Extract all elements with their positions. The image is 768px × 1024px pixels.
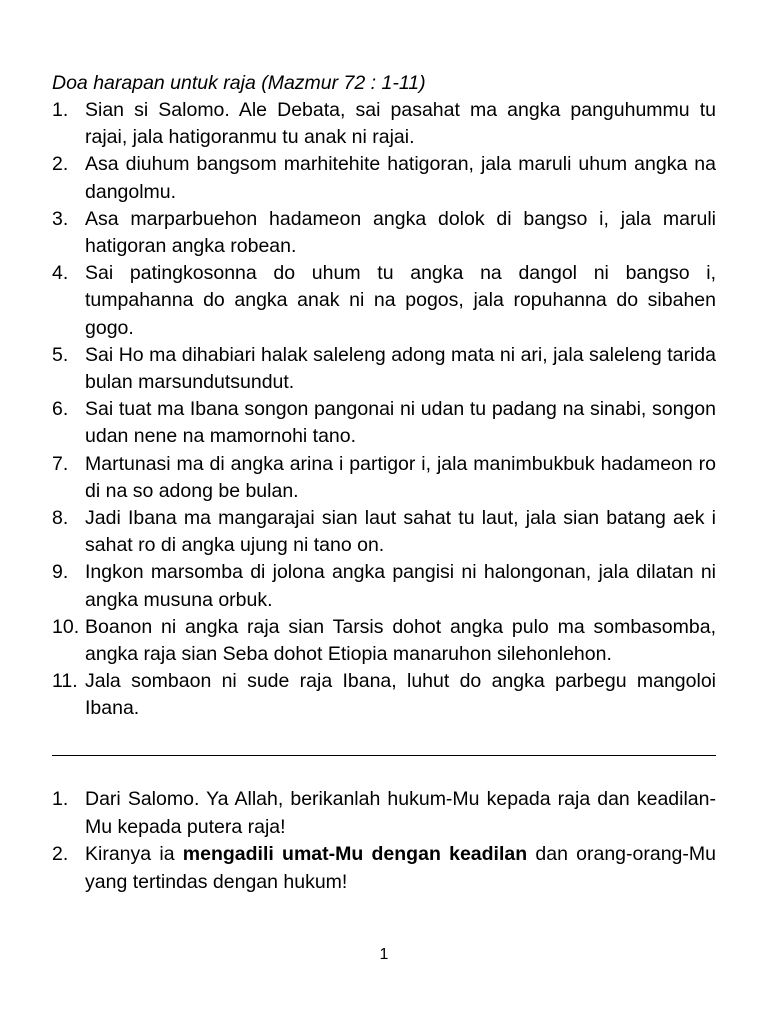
- verse-item: [52, 396, 716, 450]
- indonesian-verse-list: [52, 786, 716, 896]
- verse-text: [85, 841, 716, 896]
- verse-number: 7.: [52, 452, 69, 475]
- verse-text-end: dan orang-orang-Mu yang tertindas dengan hukum!: [85, 843, 716, 893]
- verse-number: 2.: [52, 843, 69, 865]
- verse-number: 5.: [52, 343, 69, 366]
- verse-number: 9.: [52, 561, 69, 584]
- page-number: 1: [379, 946, 389, 963]
- verse-text: Boanon ni angka raja sian Tarsis dohot angka pulo ma sombasomba, angka raja sian Seba dohot Etiopia manaruhon silehonlehon.: [85, 615, 716, 666]
- verse-text: Asa marparbuehon hadameon angka dolok di bangso i, jala maruli hatigoran angka robean.: [85, 207, 716, 258]
- verse-text: Sian si Salomo. Ale Debata, sai pasahat ma angka panguhummu tu rajai, jala hatigoranmu tu anak ni rajai.: [85, 99, 716, 149]
- verse-text-start: Kiranya ia: [85, 843, 183, 865]
- verse-item: [52, 505, 716, 559]
- verse-number: 3.: [52, 207, 69, 230]
- verse-item: [52, 614, 716, 668]
- verse-number: 1.: [52, 788, 69, 810]
- verse-item: [52, 668, 716, 722]
- verse-item: [52, 559, 716, 613]
- verse-item: [52, 97, 716, 151]
- verse-number: 2.: [52, 153, 69, 176]
- verse-item: [52, 841, 716, 896]
- verse-text: Jadi Ibana ma mangarajai sian laut sahat tu laut, jala sian batang aek i sahat ro di angka ujung ni tano on.: [85, 507, 716, 557]
- verse-text: Jala sombaon ni sude raja Ibana, luhut do angka parbegu mangoloi Ibana.: [85, 670, 716, 720]
- verse-number: 11.: [52, 670, 78, 693]
- verse-item: [52, 206, 716, 260]
- verse-item: [52, 342, 716, 396]
- verse-item: [52, 151, 716, 205]
- batak-verse-list: [52, 97, 716, 723]
- passage-heading: Doa harapan untuk raja (Mazmur 72 : 1-11): [52, 72, 426, 94]
- verse-number: 8.: [52, 507, 69, 530]
- indonesian-translation: [52, 786, 716, 896]
- verse-item: [52, 451, 716, 505]
- bold-phrase: mengadili umat-Mu dengan keadilan: [182, 843, 528, 865]
- verse-item: [52, 260, 716, 342]
- verse-number: 4.: [52, 262, 69, 285]
- verse-number: 10.: [52, 615, 80, 638]
- verse-text: Asa diuhum bangsom marhitehite hatigoran, jala maruli uhum angka na dangolmu.: [85, 153, 716, 203]
- verse-text: Dari Salomo. Ya Allah, berikanlah hukum-Mu kepada raja dan keadilan-Mu kepada putera raja!: [85, 788, 716, 838]
- verse-item: [52, 786, 716, 841]
- verse-text: Sai patingkosonna do uhum tu angka na dangol ni bangso i, tumpahanna do angka anak ni na pogos, jala ropuhanna do sibahen gogo.: [85, 262, 716, 339]
- section-divider: [52, 755, 716, 756]
- verse-text: Sai Ho ma dihabiari halak saleleng adong mata ni ari, jala saleleng tarida bulan marsundutsundut.: [85, 343, 716, 394]
- verse-number: 1.: [52, 99, 69, 121]
- verse-number: 6.: [52, 398, 69, 421]
- document-body: [52, 70, 716, 723]
- verse-text: Martunasi ma di angka arina i partigor i, jala manimbukbuk hadameon ro di na so adong be bulan.: [85, 452, 716, 502]
- verse-text: Ingkon marsomba di jolona angka pangisi ni halongonan, jala dilatan ni angka musuna orbuk.: [85, 561, 716, 611]
- verse-text: Sai tuat ma Ibana songon pangonai ni udan tu padang na sinabi, songon udan nene na mamornohi tano.: [85, 398, 716, 448]
